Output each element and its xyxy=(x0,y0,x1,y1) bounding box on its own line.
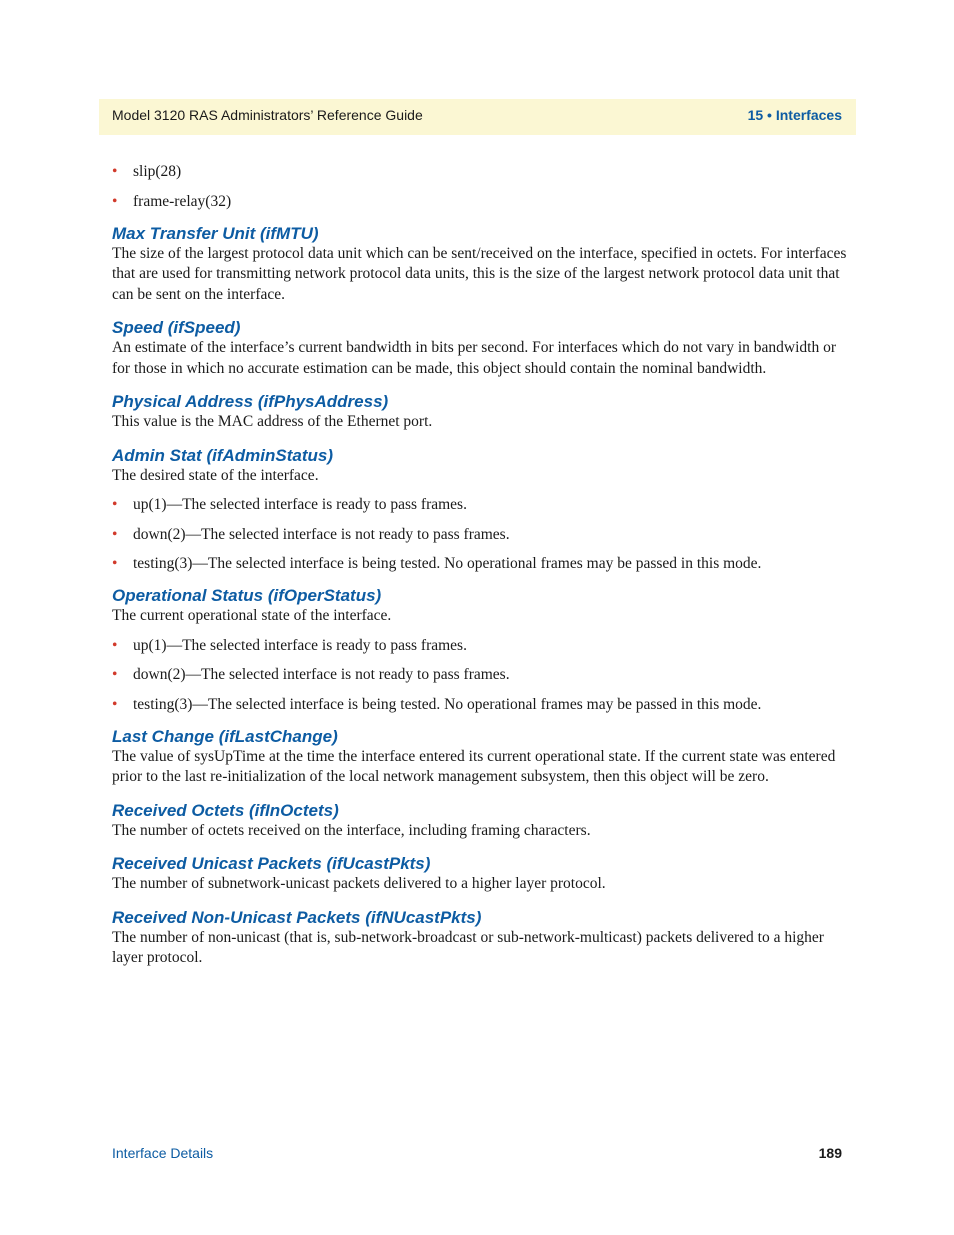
list-item: • down(2)—The selected interface is not ready to pass frames. xyxy=(112,525,510,543)
list-item: • down(2)—The selected interface is not ready to pass frames. xyxy=(112,666,510,683)
section-ifphysaddress xyxy=(112,391,847,433)
section-heading: Received Unicast Packets (ifUcastPkts) xyxy=(112,854,431,873)
section-heading: Received Non-Unicast Packets (ifNUcastPkts) xyxy=(112,907,482,927)
section-text: This value is the MAC address of the Ethernet port. xyxy=(112,413,433,430)
page-number: 189 xyxy=(818,1145,842,1161)
section-ifnucastpkts xyxy=(112,907,847,969)
section-heading: Operational Status (ifOperStatus) xyxy=(112,586,382,605)
section-heading: Admin Stat (ifAdminStatus) xyxy=(112,445,333,465)
section-heading: Physical Address (ifPhysAddress) xyxy=(112,392,389,411)
status-list xyxy=(112,495,847,574)
bullet-icon: • xyxy=(112,636,118,654)
section-iflastchange xyxy=(112,726,847,788)
footer-section-name: Interface Details xyxy=(112,1145,214,1161)
list-item: • frame-relay(32) xyxy=(112,192,232,210)
status-list xyxy=(112,636,847,715)
section-heading: Speed (ifSpeed) xyxy=(112,318,241,337)
bullet-icon: • xyxy=(112,192,118,210)
running-footer xyxy=(112,1145,842,1165)
chapter-title: 15 • Interfaces xyxy=(747,107,842,123)
section-ifadminstatus xyxy=(112,445,847,575)
section-text: An estimate of the interface’s current bandwidth in bits per second. For interfaces which do not vary in bandwidth or for those in which no accurate estimation can be made, this object should contain the nominal bandwidth. xyxy=(112,339,836,377)
list-item: • testing(3)—The selected interface is being tested. No operational frames may be passed in this mode. xyxy=(112,695,762,713)
running-header xyxy=(99,99,856,135)
section-heading: Last Change (ifLastChange) xyxy=(112,726,338,746)
section-text: The size of the largest protocol data unit which can be sent/received on the interface, specified in octets. For interfaces that are used for transmitting network protocol data units, this is the size of the largest network protocol data unit that can be sent on the interface. xyxy=(112,244,847,303)
list-item: • up(1)—The selected interface is ready to pass frames. xyxy=(112,636,467,654)
list-item: • testing(3)—The selected interface is being tested. No operational frames may be passed in this mode. xyxy=(112,555,762,572)
section-text: The number of non-unicast (that is, sub-network-broadcast or sub-network-multicast) packets delivered to a higher layer protocol. xyxy=(112,928,824,966)
bullet-icon: • xyxy=(112,695,118,713)
section-ifinoctets xyxy=(112,800,847,842)
section-ifmtu xyxy=(112,223,847,306)
continued-list xyxy=(112,162,847,212)
list-item: • up(1)—The selected interface is ready to pass frames. xyxy=(112,496,467,513)
section-ifspeed xyxy=(112,317,847,379)
guide-title: Model 3120 RAS Administrators’ Reference Guide xyxy=(112,107,423,123)
bullet-icon: • xyxy=(112,163,118,180)
bullet-icon: • xyxy=(112,555,118,572)
section-ifucastpkts xyxy=(112,853,847,895)
section-text: The desired state of the interface. xyxy=(112,466,319,484)
section-ifoperstatus xyxy=(112,585,847,715)
section-text: The number of octets received on the interface, including framing characters. xyxy=(112,821,591,839)
page-content xyxy=(112,162,847,981)
section-heading: Received Octets (ifInOctets) xyxy=(112,800,339,820)
bullet-icon: • xyxy=(112,496,118,513)
list-item: • slip(28) xyxy=(112,163,182,180)
section-text: The value of sysUpTime at the time the interface entered its current operational state. If the current state was entered prior to the last re-initialization of the local network management subsystem, then this object will be zero. xyxy=(112,747,836,785)
bullet-icon: • xyxy=(112,666,118,683)
section-text: The current operational state of the interface. xyxy=(112,607,392,624)
bullet-icon: • xyxy=(112,525,118,543)
section-heading: Max Transfer Unit (ifMTU) xyxy=(112,223,319,243)
section-text: The number of subnetwork-unicast packets delivered to a higher layer protocol. xyxy=(112,875,606,892)
